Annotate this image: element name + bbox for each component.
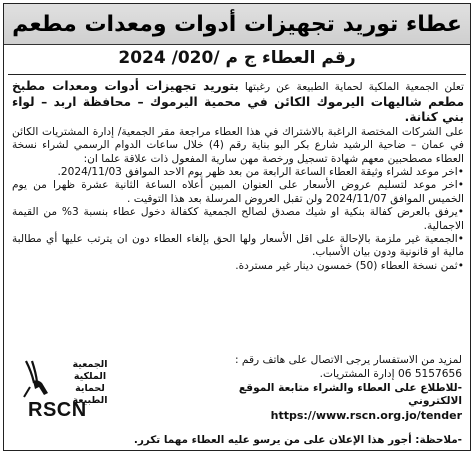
intro-paragraph bbox=[12, 79, 464, 126]
bullet-purchase-deadline: •اخر موعد لشراء وثيقة العطاء الساعة الرابعة من بعد ظهر يوم الاحد الموافق 2024/11/03. bbox=[57, 166, 464, 178]
tender-website-link[interactable]: https://www.rscn.org.jo/tender bbox=[270, 409, 462, 423]
purchase-instructions: على الشركات المختصة الراغبة بالاشتراك في هذا العطاء مراجعة مقر الجمعية/ إدارة المشتريات الكائن في عمان – ضاحية الرشيد شارع بكر البو بناية رقم (4) خلال ساعات الدوام الرسمي لشراء نسخة العطاء مصطحبين معهم شهادة تسجيل ورخصة مهن سارية المفعول ذات علاقة علما ان: bbox=[12, 125, 465, 165]
logo-line-1: الجمعية الملكية bbox=[72, 359, 108, 382]
logo-acronym: RSCN bbox=[28, 399, 87, 421]
website-instruction: -للاطلاع على العطاء والشراء متابعة الموقع الالكتروني bbox=[238, 381, 462, 408]
intro-highlight: بتوريد تجهيزات أدوات ومعدات مطبخ مطعم شاليهات اليرموك الكائن في محمية اليرموك – محافظة اربد – لواء بني كنانة. bbox=[12, 79, 464, 125]
announcement-title: عطاء توريد تجهيزات أدوات ومعدات مطعم bbox=[12, 11, 462, 37]
tender-reference-number: رقم العطاء ج م /020/ 2024 bbox=[118, 48, 356, 68]
bullet-document-price: •ثمن نسخة العطاء (50) خمسون دينار غير مستردة. bbox=[235, 259, 464, 272]
intro-text: تعلن الجمعية الملكية لحماية الطبيعة عن رغبتها bbox=[238, 81, 464, 93]
logo-line-2: لحماية الطبيعة bbox=[72, 383, 108, 406]
bullet-bid-bond: •يرفق بالعرض كفالة بنكية او شيك مصدق لصالح الجمعية ككفالة دخول عطاء بنسبة 3% من القيمة الاجمالية. bbox=[12, 206, 464, 232]
inquiry-line: لمزيد من الاستفسار يرجى الاتصال على هاتف رقم : bbox=[234, 354, 462, 366]
oryx-icon bbox=[18, 359, 58, 399]
announcement-body bbox=[12, 79, 464, 273]
phone-line: 5157656 06 إدارة المشتريات. bbox=[319, 367, 462, 380]
bullet-not-obligated: •الجمعية غير ملزمة بالإحالة على اقل الأسعار ولها الحق بإلغاء العطاء دون ان يترتب عليها أي مطالبة مالية او قانونية ودون بيان الأسباب. bbox=[12, 233, 464, 259]
rscn-logo bbox=[14, 359, 124, 421]
title-banner bbox=[4, 4, 470, 45]
tender-announcement bbox=[3, 3, 471, 451]
ad-cost-note: -ملاحظة: أجور هذا الإعلان على من يرسو عليه العطاء مهما تكرر. bbox=[133, 434, 462, 446]
bullet-submission-deadline: •اخر موعد لتسليم عروض الأسعار على العنوان المبين أعلاه الساعة الثانية عشرة ظهرا من يوم الخميس الموافق 2024/11/07 ولن تقبل العروض المرسلة بعد هذا التوقيت . bbox=[12, 179, 464, 205]
divider bbox=[8, 74, 466, 75]
contact-section bbox=[232, 354, 462, 423]
